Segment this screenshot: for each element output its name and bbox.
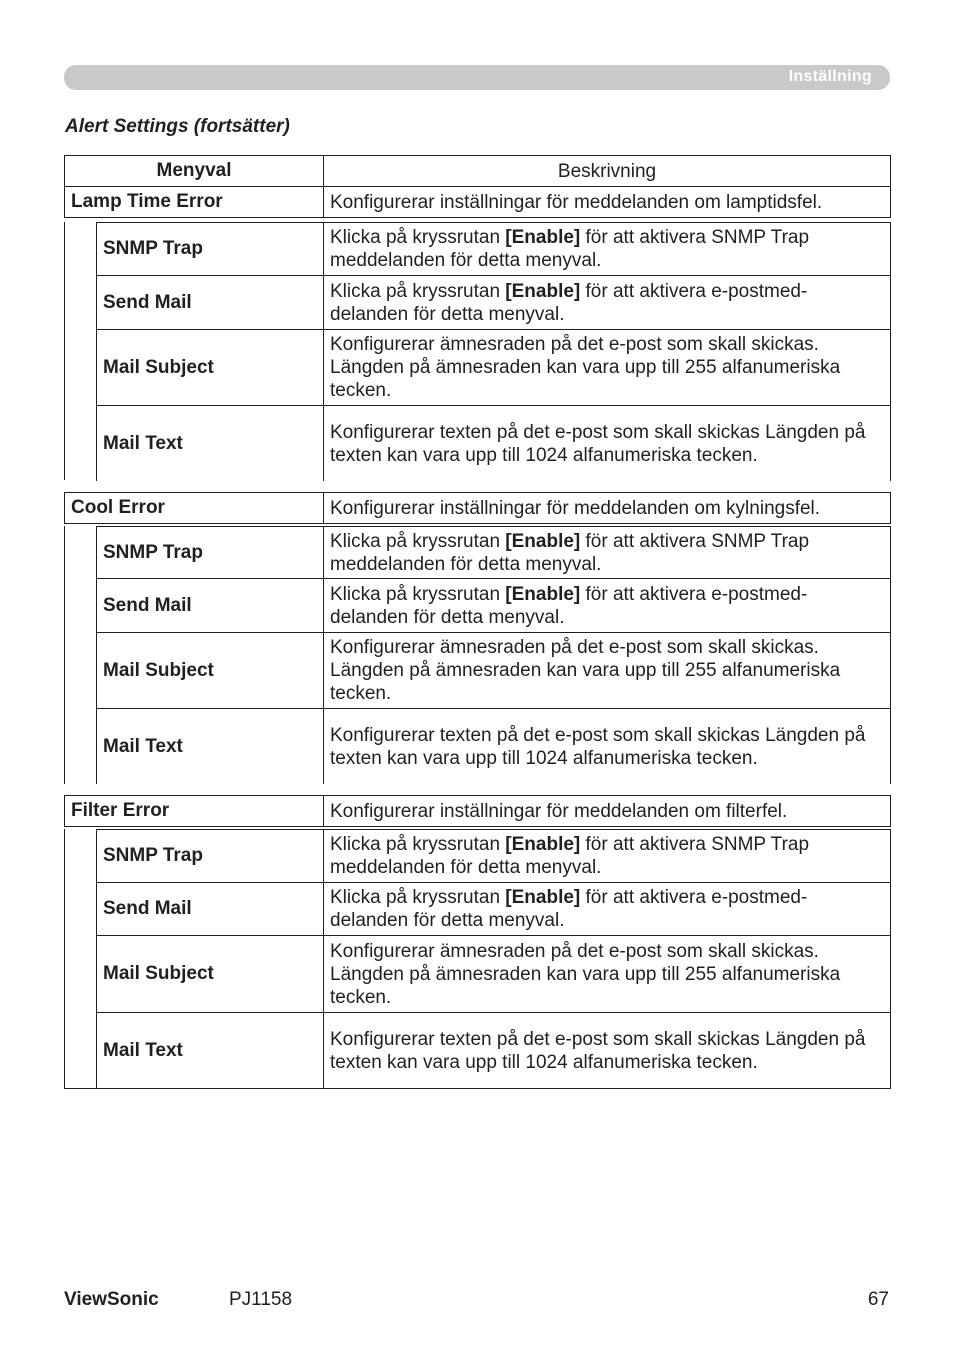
footer-model: PJ1158 <box>229 1289 293 1310</box>
item-name: SNMP Trap <box>97 830 324 882</box>
group-indent-line <box>64 526 65 784</box>
item-description: Konfigurerar texten på det e-post som skall skickas Längden på texten kan vara upp till 1024 alfanumeriska tecken. <box>330 1028 866 1073</box>
group-indent-line <box>64 829 65 1088</box>
item-name: Send Mail <box>97 276 324 329</box>
table-row <box>96 276 891 330</box>
table-bottom-border <box>64 1088 891 1089</box>
group-description: Konfigurerar inställningar för meddelanden om lamptidsfel. <box>330 191 823 213</box>
item-name: SNMP Trap <box>97 223 324 275</box>
item-name: Mail Text <box>97 709 324 784</box>
table-row <box>96 330 891 406</box>
item-name: Mail Text <box>97 1013 324 1088</box>
group-row <box>64 492 891 524</box>
table-row <box>96 883 891 936</box>
table-row <box>96 1013 891 1089</box>
group-row <box>64 187 891 218</box>
item-name: Mail Subject <box>97 330 324 405</box>
table-row <box>96 709 891 784</box>
group-name: Cool Error <box>65 493 324 523</box>
table-row <box>96 633 891 709</box>
item-description: Konfigurerar ämnesraden på det e-post som skall skickas. Längden på ämnesraden kan vara upp till 255 alfanumeriska tecken. <box>330 940 841 1008</box>
group-name: Filter Error <box>65 796 324 826</box>
item-description: Klicka på kryssrutan [Enable] för att aktivera e-postmed-delanden för detta menyval. <box>330 583 808 628</box>
column-header-description: Beskrivning <box>557 160 657 182</box>
table-row <box>96 406 891 481</box>
group-indent-line <box>64 222 65 480</box>
page-number: 67 <box>867 1289 889 1310</box>
group-description: Konfigurerar inställningar för meddelanden om filterfel. <box>330 800 788 822</box>
item-name: Mail Subject <box>97 936 324 1012</box>
item-description: Klicka på kryssrutan [Enable] för att aktivera SNMP Trap meddelanden för detta menyval. <box>330 227 810 271</box>
group-row <box>64 795 891 827</box>
section-title: Alert Settings (fortsätter) <box>65 116 290 137</box>
table-row <box>96 579 891 633</box>
item-description: Klicka på kryssrutan [Enable] för att aktivera e-postmed-delanden för detta menyval. <box>330 887 808 931</box>
section-label: Inställning <box>788 68 872 85</box>
item-description: Konfigurerar ämnesraden på det e-post som skall skickas. Längden på ämnesraden kan vara upp till 255 alfanumeriska tecken. <box>330 637 841 704</box>
table-row <box>96 526 891 579</box>
item-description: Konfigurerar ämnesraden på det e-post som skall skickas. Längden på ämnesraden kan vara upp till 255 alfanumeriska tecken. <box>330 334 841 401</box>
item-description: Klicka på kryssrutan [Enable] för att aktivera SNMP Trap meddelanden för detta menyval. <box>330 530 810 575</box>
column-header-menu: Menyval <box>65 156 324 186</box>
header-bar <box>64 65 890 90</box>
item-name: SNMP Trap <box>97 527 324 578</box>
table-row <box>96 222 891 276</box>
item-name: Mail Subject <box>97 633 324 708</box>
table-row <box>96 829 891 883</box>
item-name: Send Mail <box>97 579 324 632</box>
item-name: Mail Text <box>97 406 324 481</box>
table-header <box>64 155 891 187</box>
item-description: Klicka på kryssrutan [Enable] för att aktivera e-postmed-delanden för detta menyval. <box>330 280 808 325</box>
item-description: Konfigurerar texten på det e-post som skall skickas Längden på texten kan vara upp till 1024 alfanumeriska tecken. <box>330 724 866 769</box>
footer-brand: ViewSonic <box>64 1289 159 1310</box>
item-description: Konfigurerar texten på det e-post som skall skickas Längden på texten kan vara upp till 1024 alfanumeriska tecken. <box>330 421 866 466</box>
group-description: Konfigurerar inställningar för meddelanden om kylningsfel. <box>330 497 821 519</box>
table-row <box>96 936 891 1013</box>
item-name: Send Mail <box>97 883 324 935</box>
item-description: Klicka på kryssrutan [Enable] för att aktivera SNMP Trap meddelanden för detta menyval. <box>330 834 810 878</box>
group-name: Lamp Time Error <box>65 187 324 217</box>
